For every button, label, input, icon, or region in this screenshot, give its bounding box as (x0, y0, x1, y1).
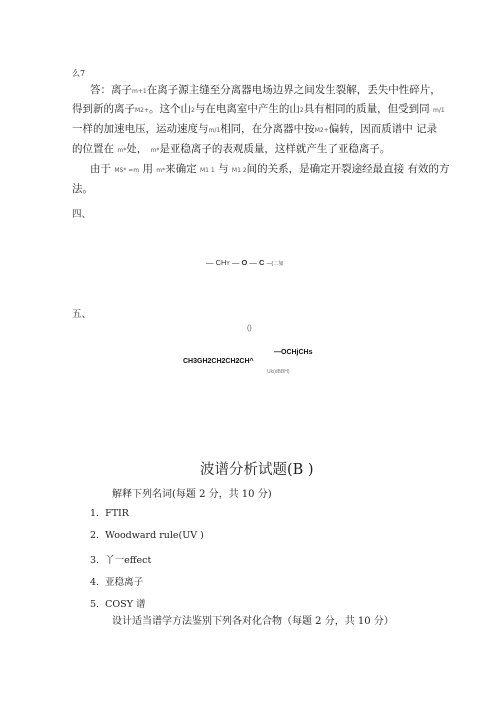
section-four-label: 四、 (72, 209, 92, 220)
page-marker: 么7 (72, 69, 86, 78)
section-four-structure: — CHY — O — C —(二加 (206, 258, 284, 267)
exam-title: 波谱分析试题(B ) (200, 462, 314, 478)
list-item: 3. 丫一effect (90, 555, 152, 566)
answer-line-2: 得到新的离子M2+。这个山2与在电离室中产生的山2具有相同的质量，但受到同 m/1 (72, 103, 445, 115)
list-item: 2. Woodward rule(UV ) (90, 530, 204, 541)
section-five-paren: () (247, 325, 252, 332)
section-five-left-group: CH3GH2CH2CH2CH^ (183, 358, 254, 365)
part2-heading: 设计适当谱学方法鉴别下列各对化合物（每题 2 分，共 10 分） (112, 616, 394, 627)
answer-line-3: 一样的加速电压，运动速度与m/1相同，在分离器中按M2+偏转，因而质谱中 记录 (72, 123, 438, 135)
answer-line-4: 的位置在 m*处， m*是亚稳离子的表观质量，这样就产生了亚稳离子。 (72, 143, 391, 155)
answer-line-5: 由于 MS* =m 用 m*来确定 M1 1 与 M1 2间的关系，是确定开裂途经最直接 有效的方 (90, 163, 450, 175)
list-item: 5. COSY 谱 (90, 599, 146, 610)
answer-line-1: 答：离子m+1在离子源主缝至分离器电场边界之间发生裂解，丢失中性碎片， (90, 84, 441, 96)
section-five-caption: Uk(dBBH) (267, 369, 290, 375)
answer-line-6: 法。 (72, 183, 93, 195)
list-item: 1. FTIR (90, 508, 129, 519)
section-five-right-group: —OCHjCHs (274, 349, 313, 356)
section-five-label: 五、 (72, 309, 92, 320)
part1-heading: 解释下列名词(每题 2 分，共 10 分) (112, 489, 272, 500)
list-item: 4. 亚稳离子 (90, 577, 144, 588)
